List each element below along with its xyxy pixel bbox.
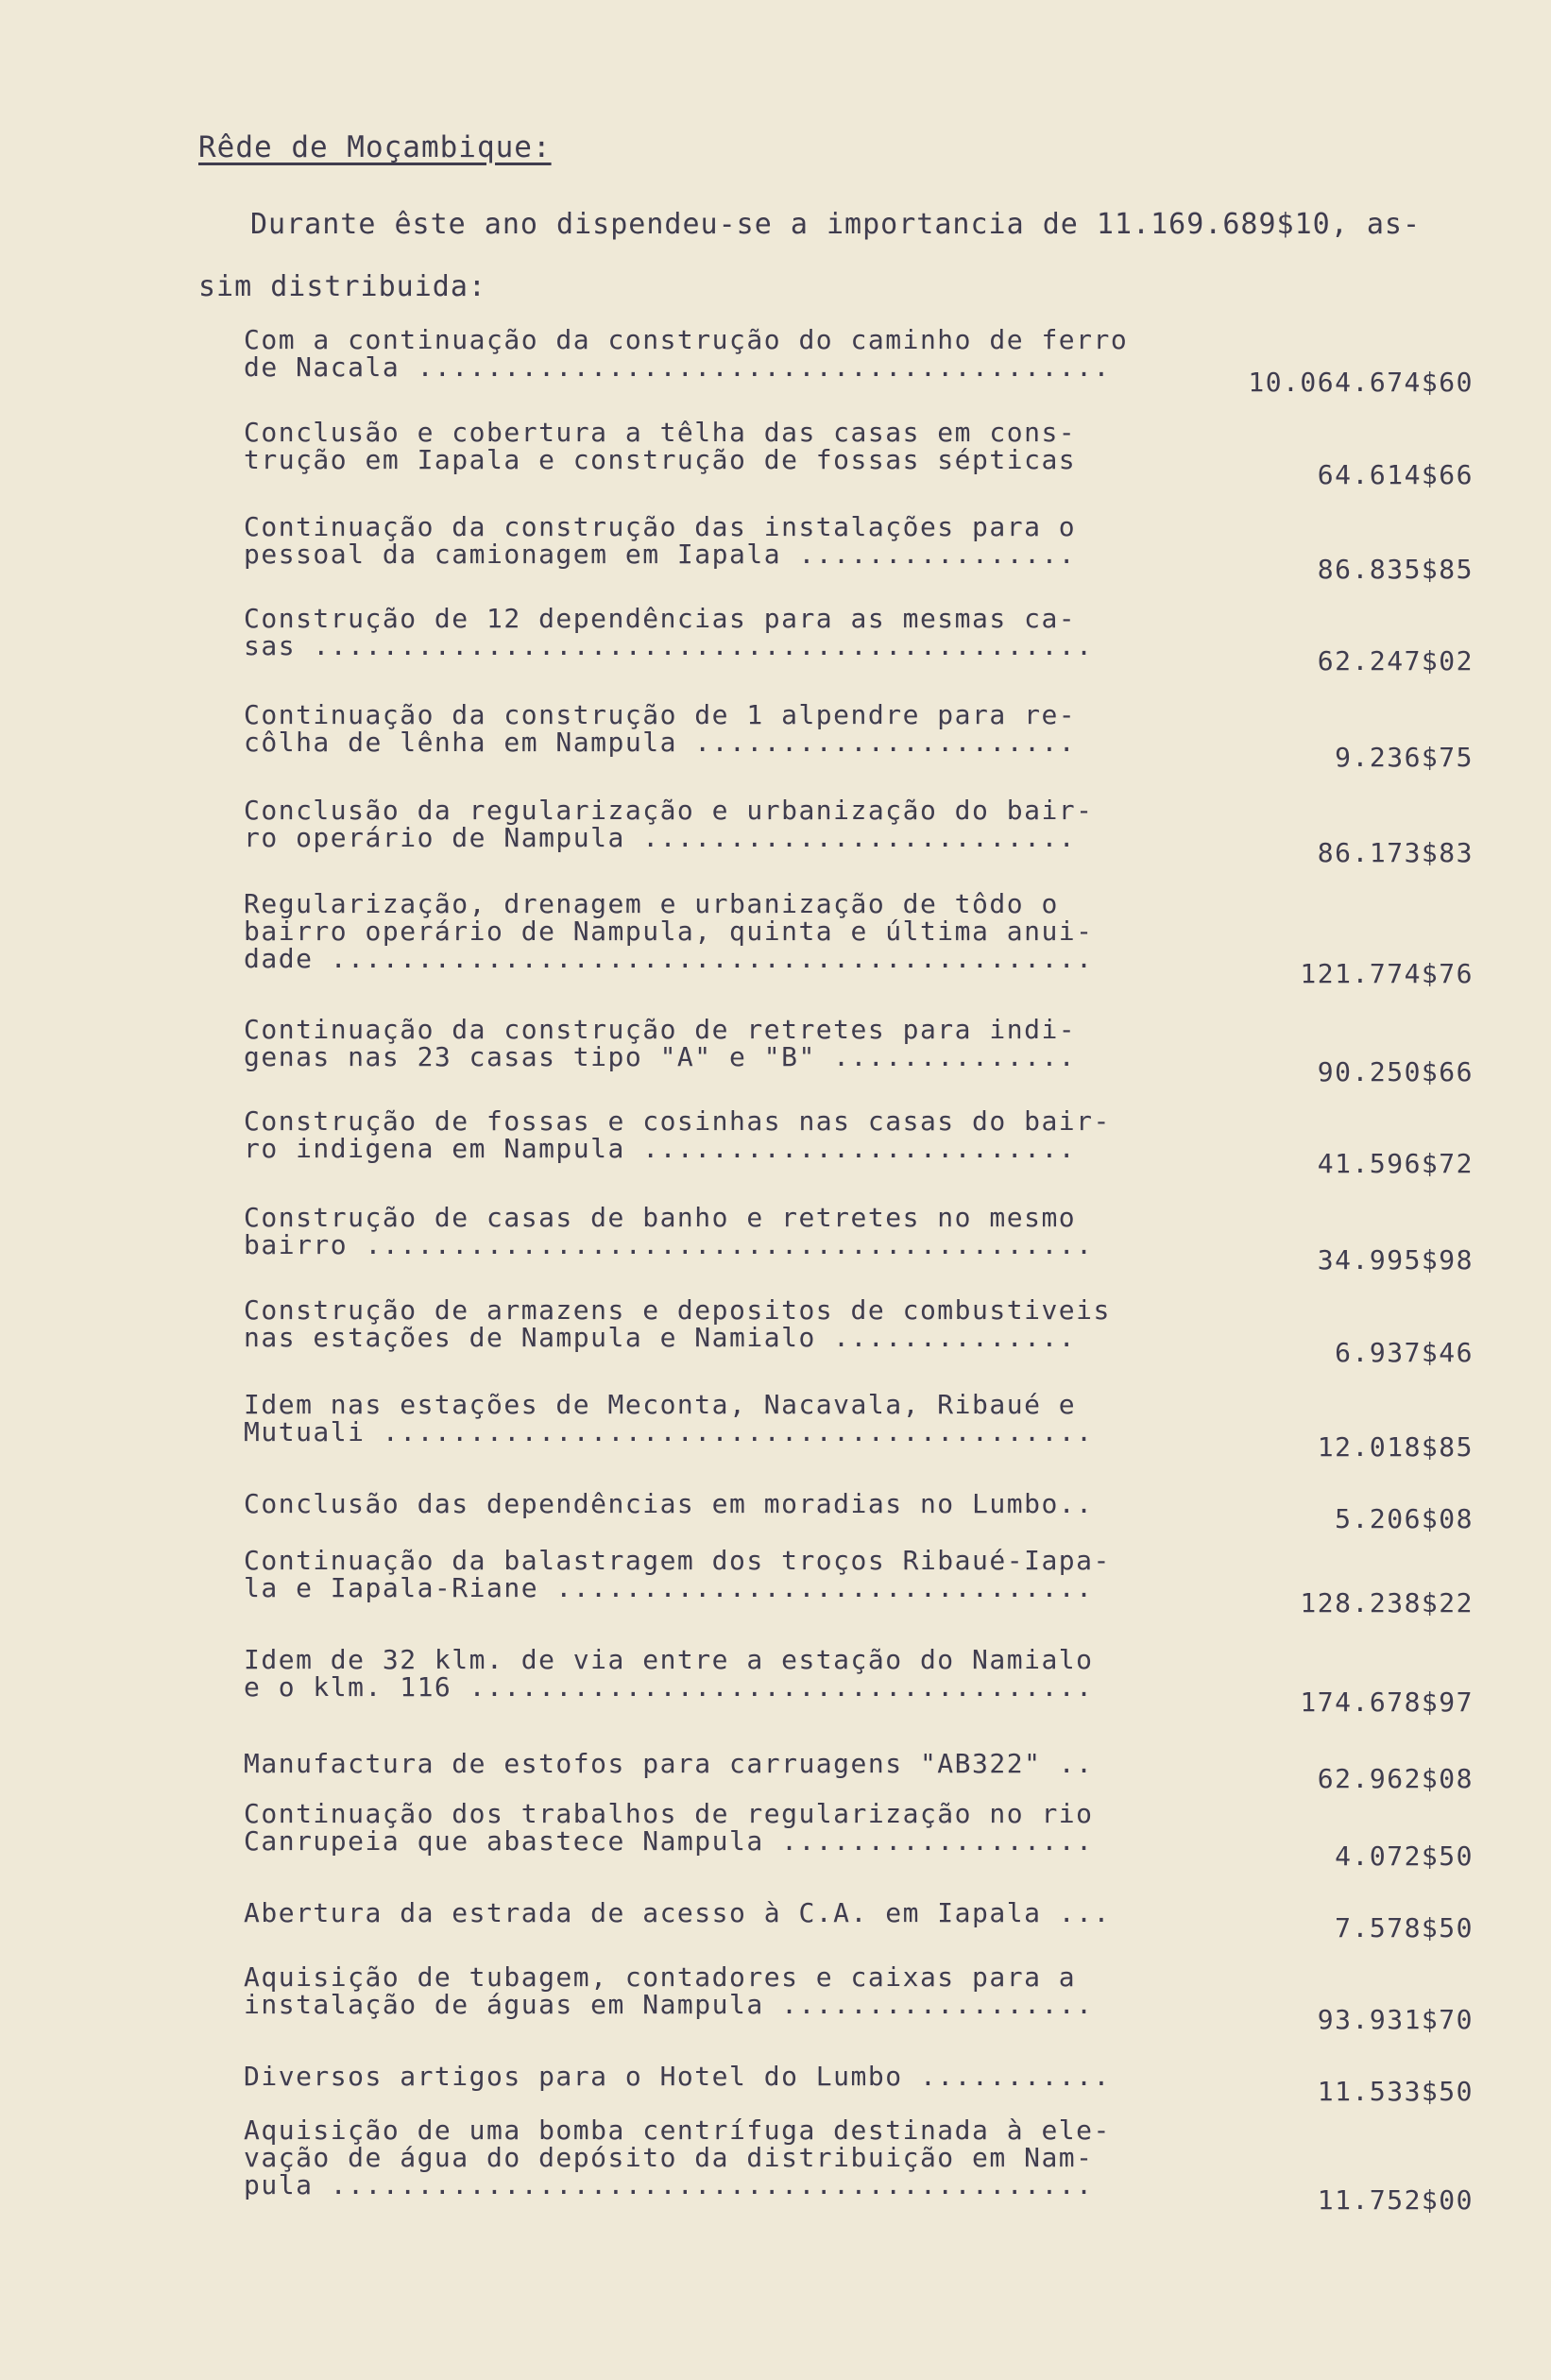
expense-entry: [244, 1294, 1491, 1368]
expense-entry: [244, 888, 1491, 989]
entry-description-line: pula ............................................: [244, 2169, 1094, 2200]
entry-description-line: sas .............................................: [244, 630, 1094, 661]
intro-paragraph: [198, 194, 1483, 318]
entry-description: [244, 1547, 1198, 1601]
entry-amount: 11.533$50: [1317, 2076, 1474, 2107]
entry-description-line: pessoal da camionagem em Iapala ................: [244, 539, 1077, 570]
expense-entry: [244, 1105, 1491, 1179]
entry-description-line: Construção de casas de banho e retretes no mesmo: [244, 1202, 1077, 1233]
entry-description: [244, 701, 1198, 756]
expense-entry: [244, 417, 1491, 490]
section-title: Rêde de Moçambique:: [198, 130, 552, 164]
entry-description-line: de Nacala ........................................: [244, 351, 1111, 383]
entry-description-line: dade ............................................: [244, 943, 1094, 974]
entry-description-line: Manufactura de estofos para carruagens "AB322" ..: [244, 1748, 1094, 1779]
expense-entry: [244, 1897, 1491, 1943]
entry-description-line: Conclusão da regularização e urbanização do bair-: [244, 795, 1094, 826]
entry-description-line: Continuação dos trabalhos de regularização no rio: [244, 1798, 1094, 1829]
entry-description: [244, 605, 1198, 659]
entry-description-line: Aquisição de uma bomba centrífuga destinada à ele-: [244, 2115, 1111, 2146]
entry-amount: 11.752$00: [1317, 2184, 1474, 2216]
entry-amount: 6.937$46: [1335, 1337, 1474, 1368]
entry-description-line: Conclusão e cobertura a têlha das casas em cons-: [244, 417, 1077, 448]
entry-amount: 86.835$85: [1317, 554, 1474, 585]
entry-description-line: Idem nas estações de Meconta, Nacavala, Ribaué e: [244, 1389, 1077, 1420]
entry-description: [244, 2063, 1198, 2090]
entry-description: [244, 1750, 1198, 1777]
expense-entry: [244, 1488, 1491, 1534]
entry-description-line: Regularização, drenagem e urbanização de tôdo o: [244, 888, 1059, 919]
entry-description: [244, 1646, 1198, 1701]
entry-amount: 62.247$02: [1317, 645, 1474, 676]
entry-description-line: la e Iapala-Riane ...............................: [244, 1572, 1094, 1603]
entry-description: [244, 1899, 1198, 1926]
entry-description-line: Diversos artigos para o Hotel do Lumbo ...........: [244, 2061, 1111, 2092]
entry-amount: 5.206$08: [1335, 1503, 1474, 1534]
entry-amount: 4.072$50: [1335, 1841, 1474, 1872]
entry-description: [244, 513, 1198, 568]
entry-description-line: ro operário de Nampula .........................: [244, 822, 1077, 853]
entry-description: [244, 1490, 1198, 1517]
entry-description-line: genas nas 23 casas tipo "A" e "B" ..............: [244, 1041, 1077, 1072]
intro-line: Durante êste ano dispendeu-se a importancia de 11.169.689$10, as-: [250, 208, 1421, 241]
entry-description: [244, 1204, 1198, 1258]
intro-line: sim distribuida:: [198, 270, 486, 303]
entry-amount: 64.614$66: [1317, 459, 1474, 490]
expense-entry: [244, 511, 1491, 585]
expense-entry: [244, 603, 1491, 676]
entry-description-line: Idem de 32 klm. de via entre a estação do Namialo: [244, 1644, 1094, 1675]
expense-entry: [244, 1644, 1491, 1718]
entry-description-line: Construção de 12 dependências para as mesmas ca-: [244, 603, 1077, 634]
entry-amount: 86.173$83: [1317, 837, 1474, 868]
entry-amount: 174.678$97: [1300, 1687, 1474, 1718]
expense-entry: [244, 699, 1491, 773]
entry-description-line: Conclusão das dependências em moradias no Lumbo..: [244, 1488, 1094, 1519]
entry-description-line: trução em Iapala e construção de fossas sépticas: [244, 444, 1077, 475]
expense-entry: [244, 1545, 1491, 1618]
expense-entry: [244, 795, 1491, 868]
expense-entry: [244, 1202, 1491, 1276]
entry-amount: 62.962$08: [1317, 1763, 1474, 1794]
entry-description: [244, 1296, 1198, 1351]
entry-description-line: côlha de lênha em Nampula ......................: [244, 727, 1077, 758]
entry-amount: 10.064.674$60: [1248, 367, 1474, 398]
entry-description-line: ro indigena em Nampula .........................: [244, 1133, 1077, 1164]
entry-amount: 121.774$76: [1300, 958, 1474, 989]
entry-description: [244, 1391, 1198, 1446]
expense-entry: [244, 1961, 1491, 2035]
entry-description: [244, 1016, 1198, 1070]
entry-amount: 41.596$72: [1317, 1148, 1474, 1179]
entry-amount: 9.236$75: [1335, 742, 1474, 773]
entry-amount: 34.995$98: [1317, 1244, 1474, 1276]
entry-description-line: Com a continuação da construção do caminho de ferro: [244, 324, 1129, 355]
entry-amount: 12.018$85: [1317, 1431, 1474, 1463]
expense-entry: [244, 1014, 1491, 1087]
entry-description-line: nas estações de Nampula e Namialo ..............: [244, 1322, 1077, 1353]
entry-description-line: Continuação da construção de 1 alpendre para re-: [244, 699, 1077, 730]
entry-description-line: Canrupeia que abastece Nampula ..................: [244, 1825, 1094, 1857]
entry-amount: 93.931$70: [1317, 2004, 1474, 2035]
entry-description: [244, 1800, 1198, 1855]
entry-description-line: Continuação da construção de retretes para indi-: [244, 1014, 1077, 1045]
entry-description-line: Abertura da estrada de acesso à C.A. em Iapala ...: [244, 1897, 1111, 1928]
entry-description-line: Continuação da construção das instalações para o: [244, 511, 1077, 542]
entry-amount: 90.250$66: [1317, 1056, 1474, 1087]
entry-description-line: Continuação da balastragem dos troços Ribaué-Iapa-: [244, 1545, 1111, 1576]
entry-description-line: Aquisição de tubagem, contadores e caixas para a: [244, 1961, 1077, 1993]
entry-description-line: vação de água do depósito da distribuição em Nam-: [244, 2142, 1094, 2173]
entry-description: [244, 890, 1198, 972]
entry-description-line: Construção de fossas e cosinhas nas casas do bair-: [244, 1105, 1111, 1137]
entry-description-line: e o klm. 116 ....................................: [244, 1671, 1094, 1703]
entry-amount: 7.578$50: [1335, 1912, 1474, 1943]
entry-description-line: bairro ..........................................: [244, 1229, 1094, 1260]
expense-entry: [244, 324, 1491, 398]
entry-description: [244, 419, 1198, 473]
entry-description-line: instalação de águas em Nampula ..................: [244, 1989, 1094, 2020]
entry-description-line: bairro operário de Nampula, quinta e última anui-: [244, 916, 1094, 947]
expense-entry: [244, 1748, 1491, 1794]
expense-entry: [244, 2061, 1491, 2107]
expense-entry: [244, 1389, 1491, 1463]
entry-description: [244, 796, 1198, 851]
expense-entry: [244, 1798, 1491, 1872]
expense-entry: [244, 2115, 1491, 2216]
entry-description: [244, 1963, 1198, 2018]
entry-description: [244, 1107, 1198, 1162]
entry-description-line: Construção de armazens e depositos de combustiveis: [244, 1294, 1111, 1326]
entry-description: [244, 2116, 1198, 2199]
entry-description-line: Mutuali .........................................: [244, 1416, 1094, 1447]
entry-description: [244, 326, 1198, 381]
entry-amount: 128.238$22: [1300, 1587, 1474, 1618]
